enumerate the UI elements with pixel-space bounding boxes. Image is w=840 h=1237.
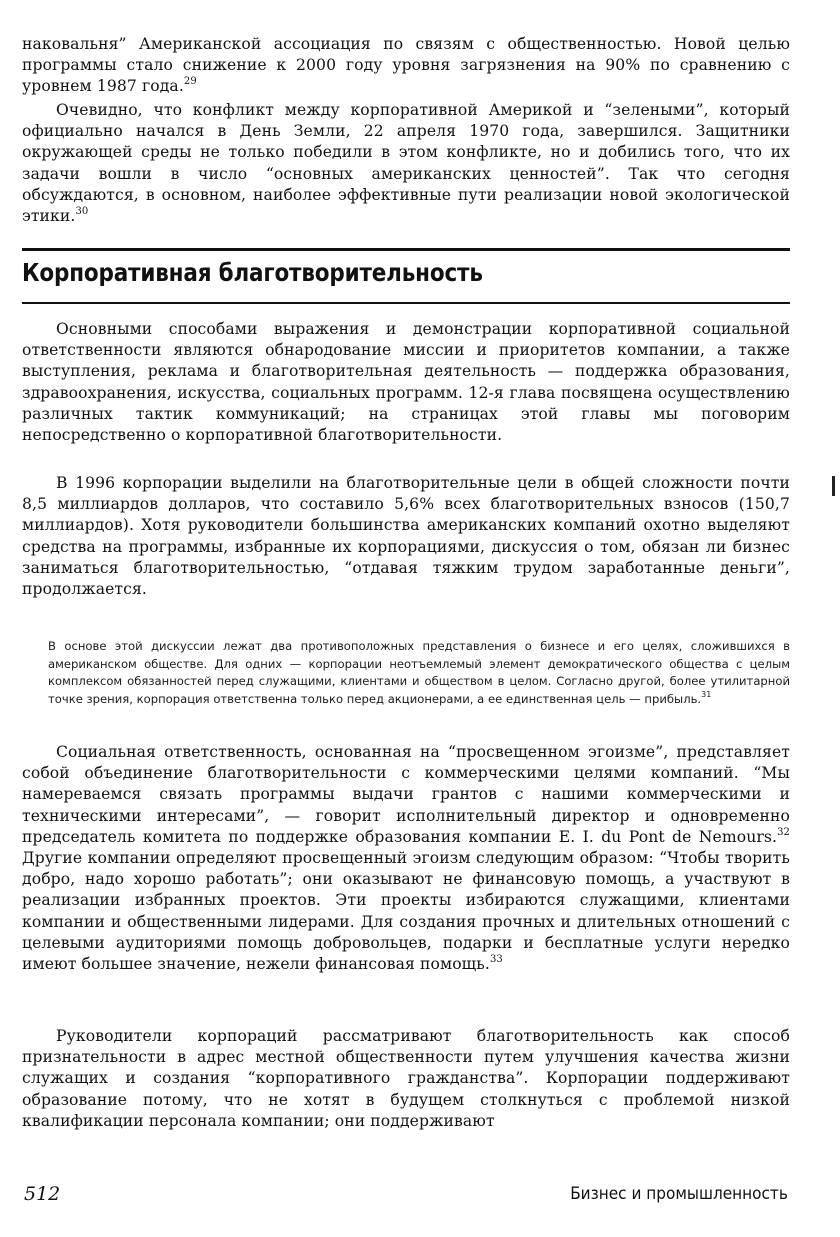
paragraph-bottom-2: Руководители корпораций рассматривают благотворительность как способ признательности в адрес местной общественности путем улучшения качества жизни служащих и создания “корпоративного гражданства”. Корпорации поддерживают образование потому, что не хотят в будущем столкнуться с проблемой низкой квалификации персонала компании; они поддерживают: [22, 1027, 790, 1130]
paragraph-bottom-1: Социальная ответственность, основанная на “просвещенном эгоизме”, представляет собой объединение благотворительности с коммерческими целями компаний. “Мы намереваемся связать программы выдачи грантов с нашими коммерческими и техническими интересами”, — говорит исполнительный директор и одновременно председатель комитета по поддержке образования компании E. I. du Pont de Nemours.$^{32}$ Другие компании определяют просвещенный эгоизм следующим образом: “Чтобы творить добро, надо хорошо работать”; они оказывают не финансовую помощь, а участвуют в реализации избранных проектов. Эти проекты избираются служащими, клиентами компании и общественными лидерами. Для создания прочных и длительных отношений с целевыми аудиториями помощь добровольцев, подарки и бесплатные услуги нередко имеют большее значение, нежели финансовая помощь.$^{33}$: [22, 743, 790, 974]
running-footer-title: Бизнес и промышленность: [570, 1184, 788, 1204]
heading-rule-top: [22, 248, 790, 251]
heading-rule-bottom: [22, 302, 790, 304]
footnote-ref: 32: [777, 826, 790, 838]
footnote-ref: 33: [489, 953, 503, 965]
callout-note: В основе этой дискуссии лежат два противоположных представления о бизнесе и его целях, сложившихся в американском обществе. Для одних — корпорации неотъемлемый элемент демократического общества с целым комплексом обязанностей перед служащими, клиентами и обществом в целом. Согласно другой, более утилитарной точке зрения, корпорация ответственна только перед акционерами, а ее единственная цель — прибыль.$^{31}$: [48, 639, 790, 706]
footnote-ref: 30: [75, 205, 89, 217]
paragraph-main-2: В 1996 корпорации выделили на благотворительные цели в общей сложности почти 8,5 миллиардов долларов, что составило 5,6% всех благотворительных взносов (150,7 миллиардов). Хотя руководители большинства американских компаний охотно выделяют средства на программы, избранные их корпорациями, дискуссия о том, обязан ли бизнес заниматься благотворительностью, “отдавая тяжким трудом заработанные деньги”, продолжается.: [22, 474, 790, 599]
paragraph-top-1: наковальня” Американской ассоциация по связям с общественностью. Новой целью программы стало снижение к 2000 году уровня загрязнения на 90% по сравнению с уровнем 1987 года.$^{29}$: [22, 35, 790, 96]
footnote-ref: 31: [701, 689, 712, 699]
footnote-ref: 29: [183, 76, 197, 88]
page-number: 512: [24, 1183, 61, 1205]
paragraph-top-2: Очевидно, что конфликт между корпоративной Америкой и “зелеными”, который официально начался в День Земли, 22 апреля 1970 года, завершился. Защитники окружающей среды не только победили в этом конфликте, но и добились того, что их задачи вошли в число “основных американских ценностей”. Так что сегодня обсуждаются, в основном, наиболее эффективные пути реализации новой экологической этики.$^{30}$: [22, 101, 790, 226]
section-heading: Корпоративная благотворительность: [22, 258, 483, 287]
margin-mark: [832, 476, 835, 496]
paragraph-main-1: Основными способами выражения и демонстрации корпоративной социальной ответственности являются обнародование миссии и приоритетов компании, а также выступления, реклама и благотворительная деятельность — поддержка образования, здравоохранения, искусства, социальных программ. 12-я глава посвящена осуществлению различных тактик коммуникаций; на страницах этой главы мы поговорим непосредственно о корпоративной благотворительности.: [22, 320, 790, 445]
